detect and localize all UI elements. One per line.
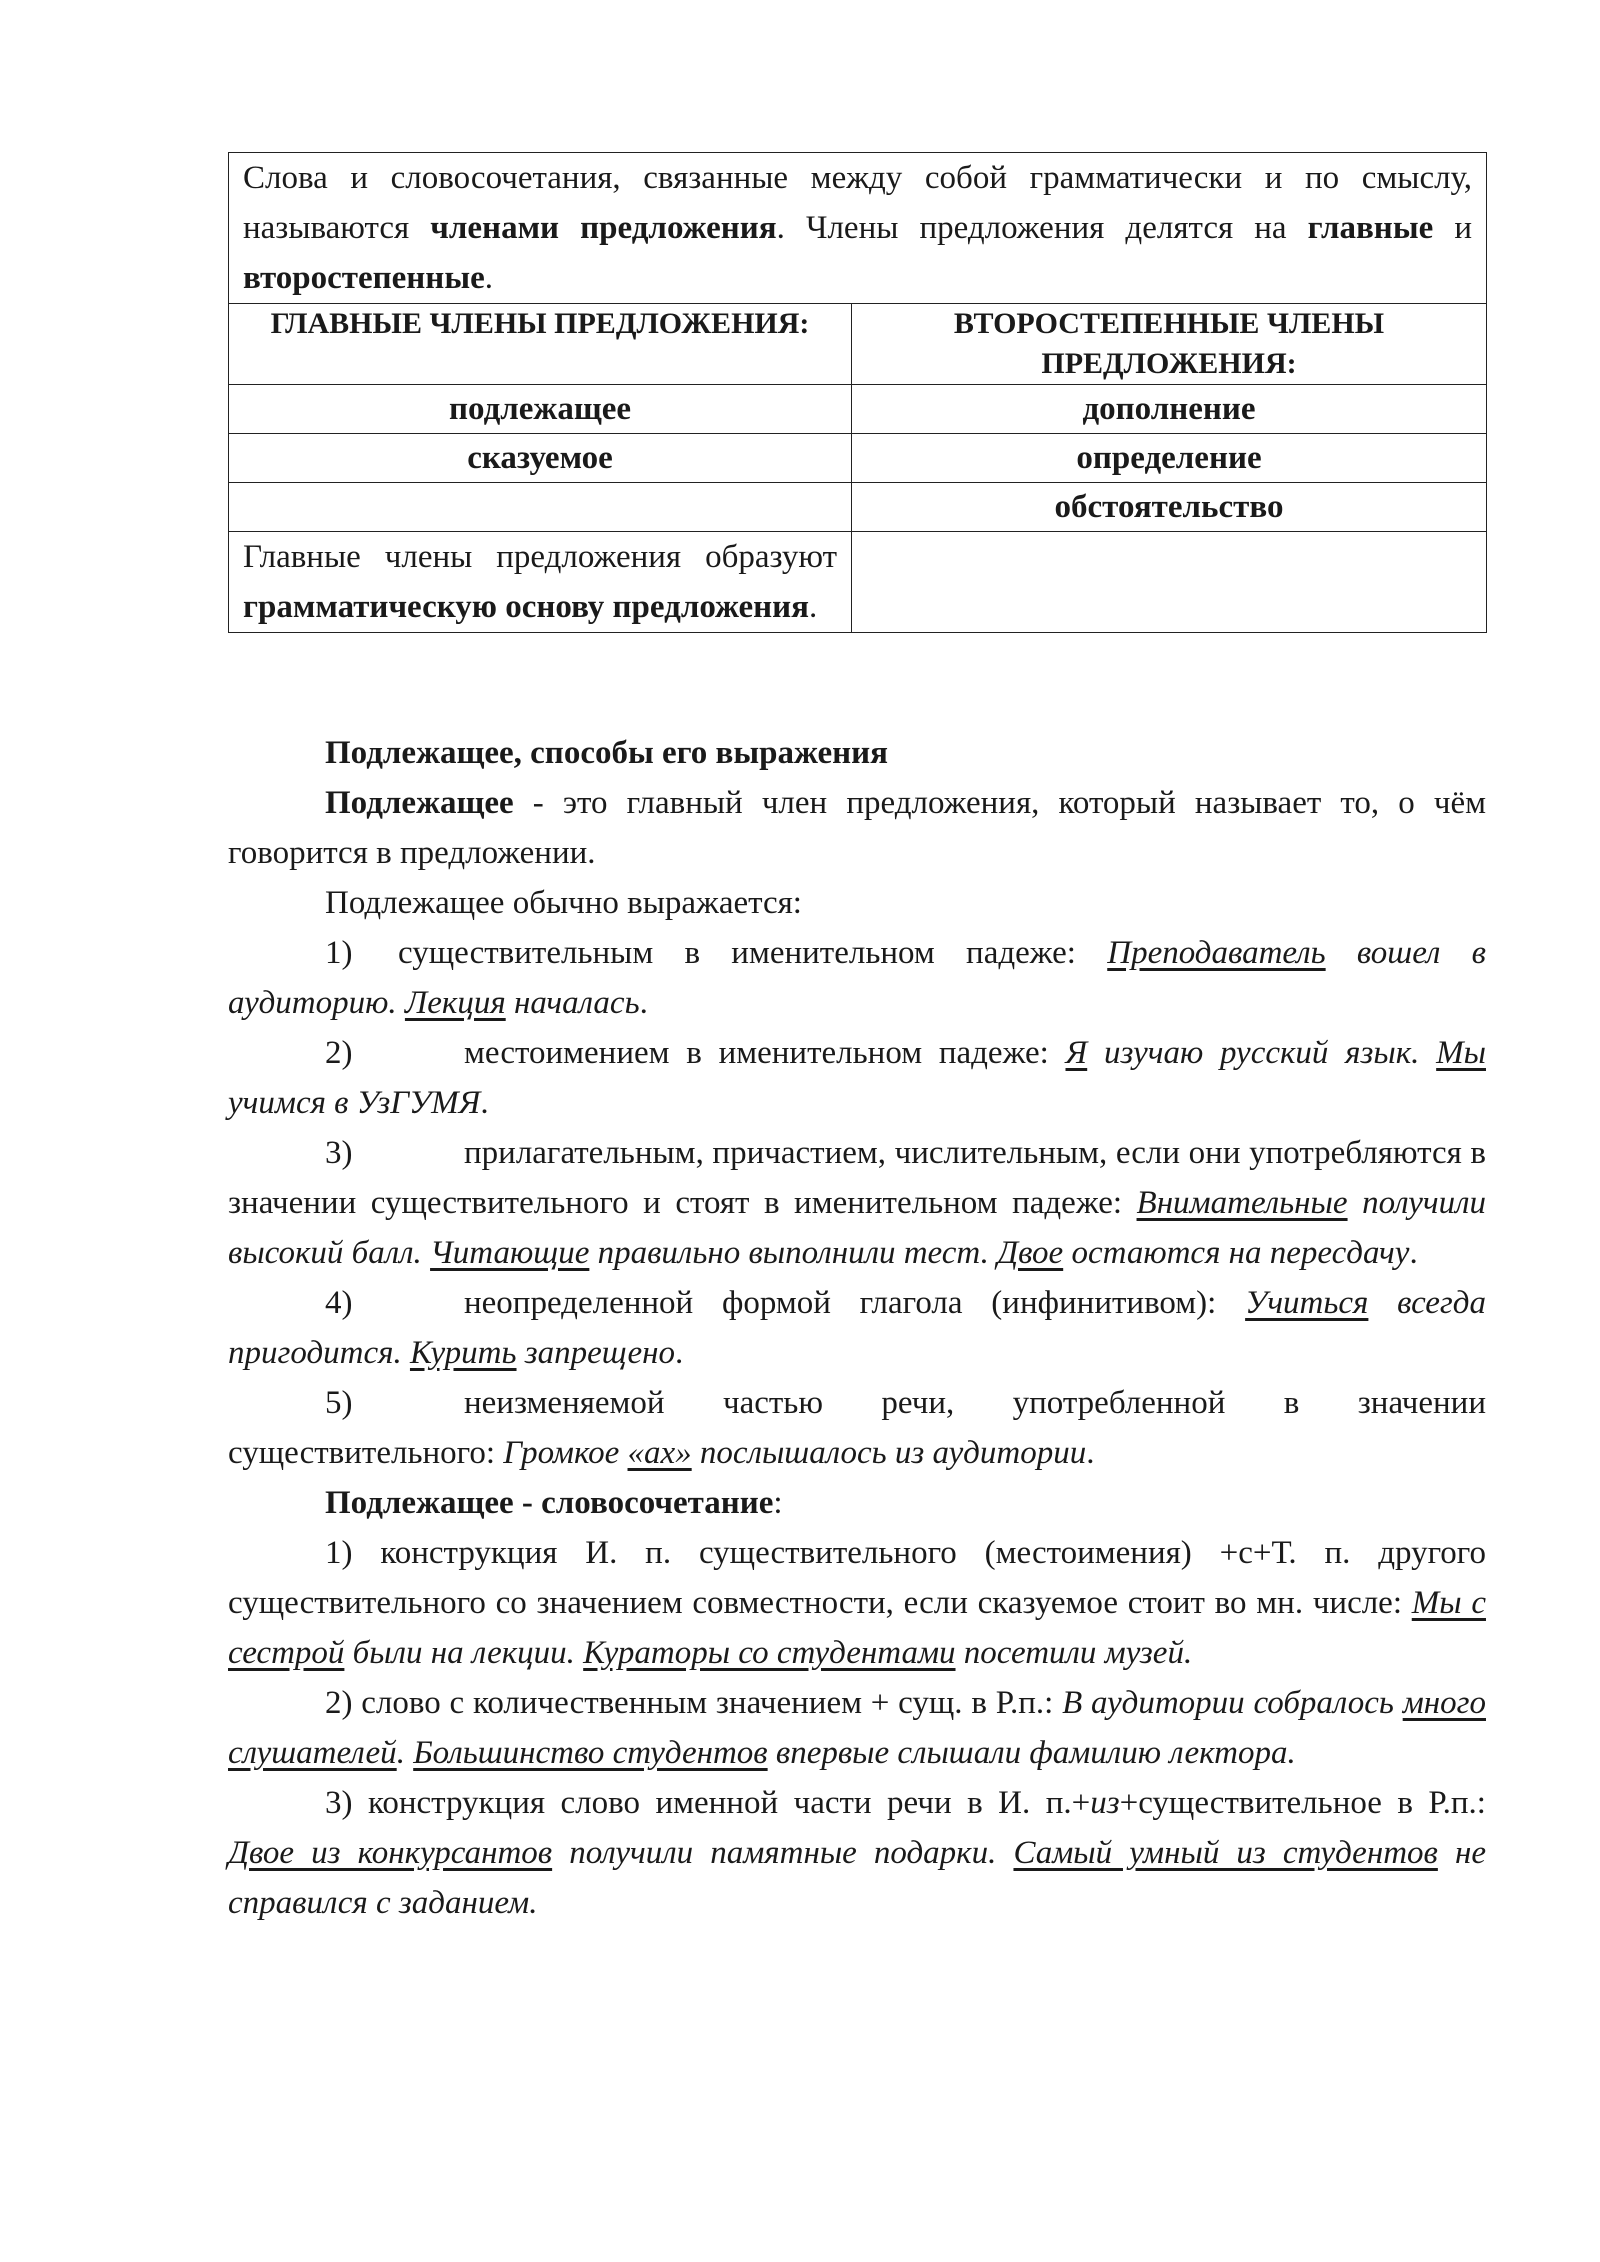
example-text: остаются на пересдачу [1063,1235,1410,1271]
example-subject: Самый умный из студентов [1013,1835,1438,1871]
list-item-text: прилагательным, причастием, числительным, если они употребляются в значении существительного и стоят в именительном падеже: [228,1135,1486,1221]
list-item-number: 4) [325,1285,353,1321]
phrase-heading [228,1478,1486,1528]
phrase-item-italic: из [1090,1785,1120,1821]
intro-term-secondary: второстепенные [243,260,485,296]
members-table-wrapper [228,152,1486,633]
section-heading-text: Подлежащее, способы его выражения [325,735,888,771]
punctuation: : [773,1485,783,1521]
example-text: были на лекции. [344,1635,584,1671]
list-item [228,1378,1486,1478]
basis-term: грамматическую основу предложения [243,589,810,625]
list-item-number: 1) [325,935,353,971]
example-text: посетили музей. [955,1635,1193,1671]
example-text: . [396,1735,414,1771]
punctuation: . [1409,1235,1418,1271]
list-item [228,1278,1486,1378]
example-subject: Большинство студентов [413,1735,768,1771]
definition-term: Подлежащее [325,785,514,821]
basis-text: Главные члены предложения образуют [243,539,837,575]
secondary-member-cell: обстоятельство [852,483,1487,532]
intro-text: . [484,260,493,296]
secondary-member-cell: дополнение [852,385,1487,434]
example-text: изучаю русский язык. [1087,1035,1437,1071]
basis-text: . [809,589,818,625]
phrase-item [228,1678,1486,1778]
example-text: запрещено [516,1335,676,1371]
example-text: послышалось из аудитории [691,1435,1087,1471]
secondary-member-cell: определение [852,434,1487,483]
example-subject: Кураторы со студентами [583,1635,956,1671]
example-subject: Внимательные [1136,1185,1348,1221]
phrase-item-text: 3) конструкция слово именной части речи в И. п.+ [325,1785,1091,1821]
usually-paragraph: Подлежащее обычно выражается: [325,885,802,921]
list-item [228,1028,1486,1128]
example-subject: Мы с сестрой [228,1585,1486,1671]
phrase-item-text: 2) слово с количественным значением + сущ. в Р.п.: [325,1685,1063,1721]
list-item [228,1128,1486,1278]
example-subject: Учиться [1245,1285,1369,1321]
punctuation: . [480,1085,489,1121]
punctuation: . [1086,1435,1095,1471]
phrase-item [228,1778,1486,1928]
example-subject: Преподаватель [1107,935,1326,971]
empty-cell [852,532,1487,633]
phrase-item-text: 1) конструкция И. п. существительного (местоимения) +с+Т. п. другого существительного со значением совместности, если сказуемое стоит во мн. числе: [228,1535,1486,1621]
phrase-item [228,1528,1486,1678]
example-text: получили памятные подарки. [552,1835,1014,1871]
body-text [228,728,1486,1928]
example-subject: Курить [409,1335,517,1371]
phrase-heading-text: Подлежащее - словосочетание [325,1485,774,1521]
sentence-members-table [228,152,1487,633]
list-item-text: неизменяемой частью речи, употребленной в значении существительного: [228,1385,1486,1471]
list-item-text: местоимением в именительном падеже: [464,1035,1066,1071]
example-text: получили высокий балл. [228,1185,1486,1271]
example-text: всегда пригодится. [228,1285,1486,1371]
list-item-text: существительным в именительном падеже: [398,935,1108,971]
example-subject: «ах» [627,1435,692,1471]
intro-cell [229,153,1487,304]
intro-text: Слова и словосочетания, связанные между собой грамматически и по смыслу, называются [243,160,1472,246]
punctuation: . [675,1335,684,1371]
definition-text: - это главный член предложения, который называет то, о чём говорится в предложении. [228,785,1486,871]
phrase-item-text: +существительное в Р.п.: [1119,1785,1486,1821]
example-text: не справился с заданием. [228,1835,1486,1921]
list-item-number: 3) [325,1135,353,1171]
grammatical-basis-cell [229,532,852,633]
list-item [228,928,1486,1028]
example-text: правильно выполнили тест. [589,1235,998,1271]
example-text: началась [505,985,640,1021]
example-text: Громкое [503,1435,628,1471]
example-subject: много слушателей [228,1685,1486,1771]
example-subject: Читающие [430,1235,590,1271]
example-text: учимся в УзГУМЯ [228,1085,481,1121]
main-member-cell: подлежащее [229,385,852,434]
example-subject: Двое [997,1235,1064,1271]
example-subject: Двое из конкурсантов [228,1835,553,1871]
list-item-number: 2) [325,1035,353,1071]
list-item-text: неопределенной формой глагола (инфинитивом): [464,1285,1246,1321]
header-main-members: ГЛАВНЫЕ ЧЛЕНЫ ПРЕДЛОЖЕНИЯ: [229,304,852,385]
example-text: впервые слышали фамилию лектора. [767,1735,1296,1771]
intro-text: и [1433,210,1472,246]
header-secondary-members: ВТОРОСТЕПЕННЫЕ ЧЛЕНЫ ПРЕДЛОЖЕНИЯ: [852,304,1487,385]
example-text: вошел в аудиторию. [228,935,1486,1021]
list-item-number: 5) [325,1385,353,1421]
example-subject: Лекция [404,985,506,1021]
section-heading [228,728,1486,778]
definition-paragraph [228,778,1486,878]
punctuation: . [639,985,648,1021]
intro-term-members: членами предложения [430,210,777,246]
intro-text: . Члены предложения делятся на [776,210,1308,246]
main-member-cell [229,483,852,532]
intro-term-main: главные [1307,210,1434,246]
example-text: В аудитории собралось [1062,1685,1403,1721]
example-subject: Я [1065,1035,1088,1071]
main-member-cell: сказуемое [229,434,852,483]
example-subject: Мы [1436,1035,1486,1071]
